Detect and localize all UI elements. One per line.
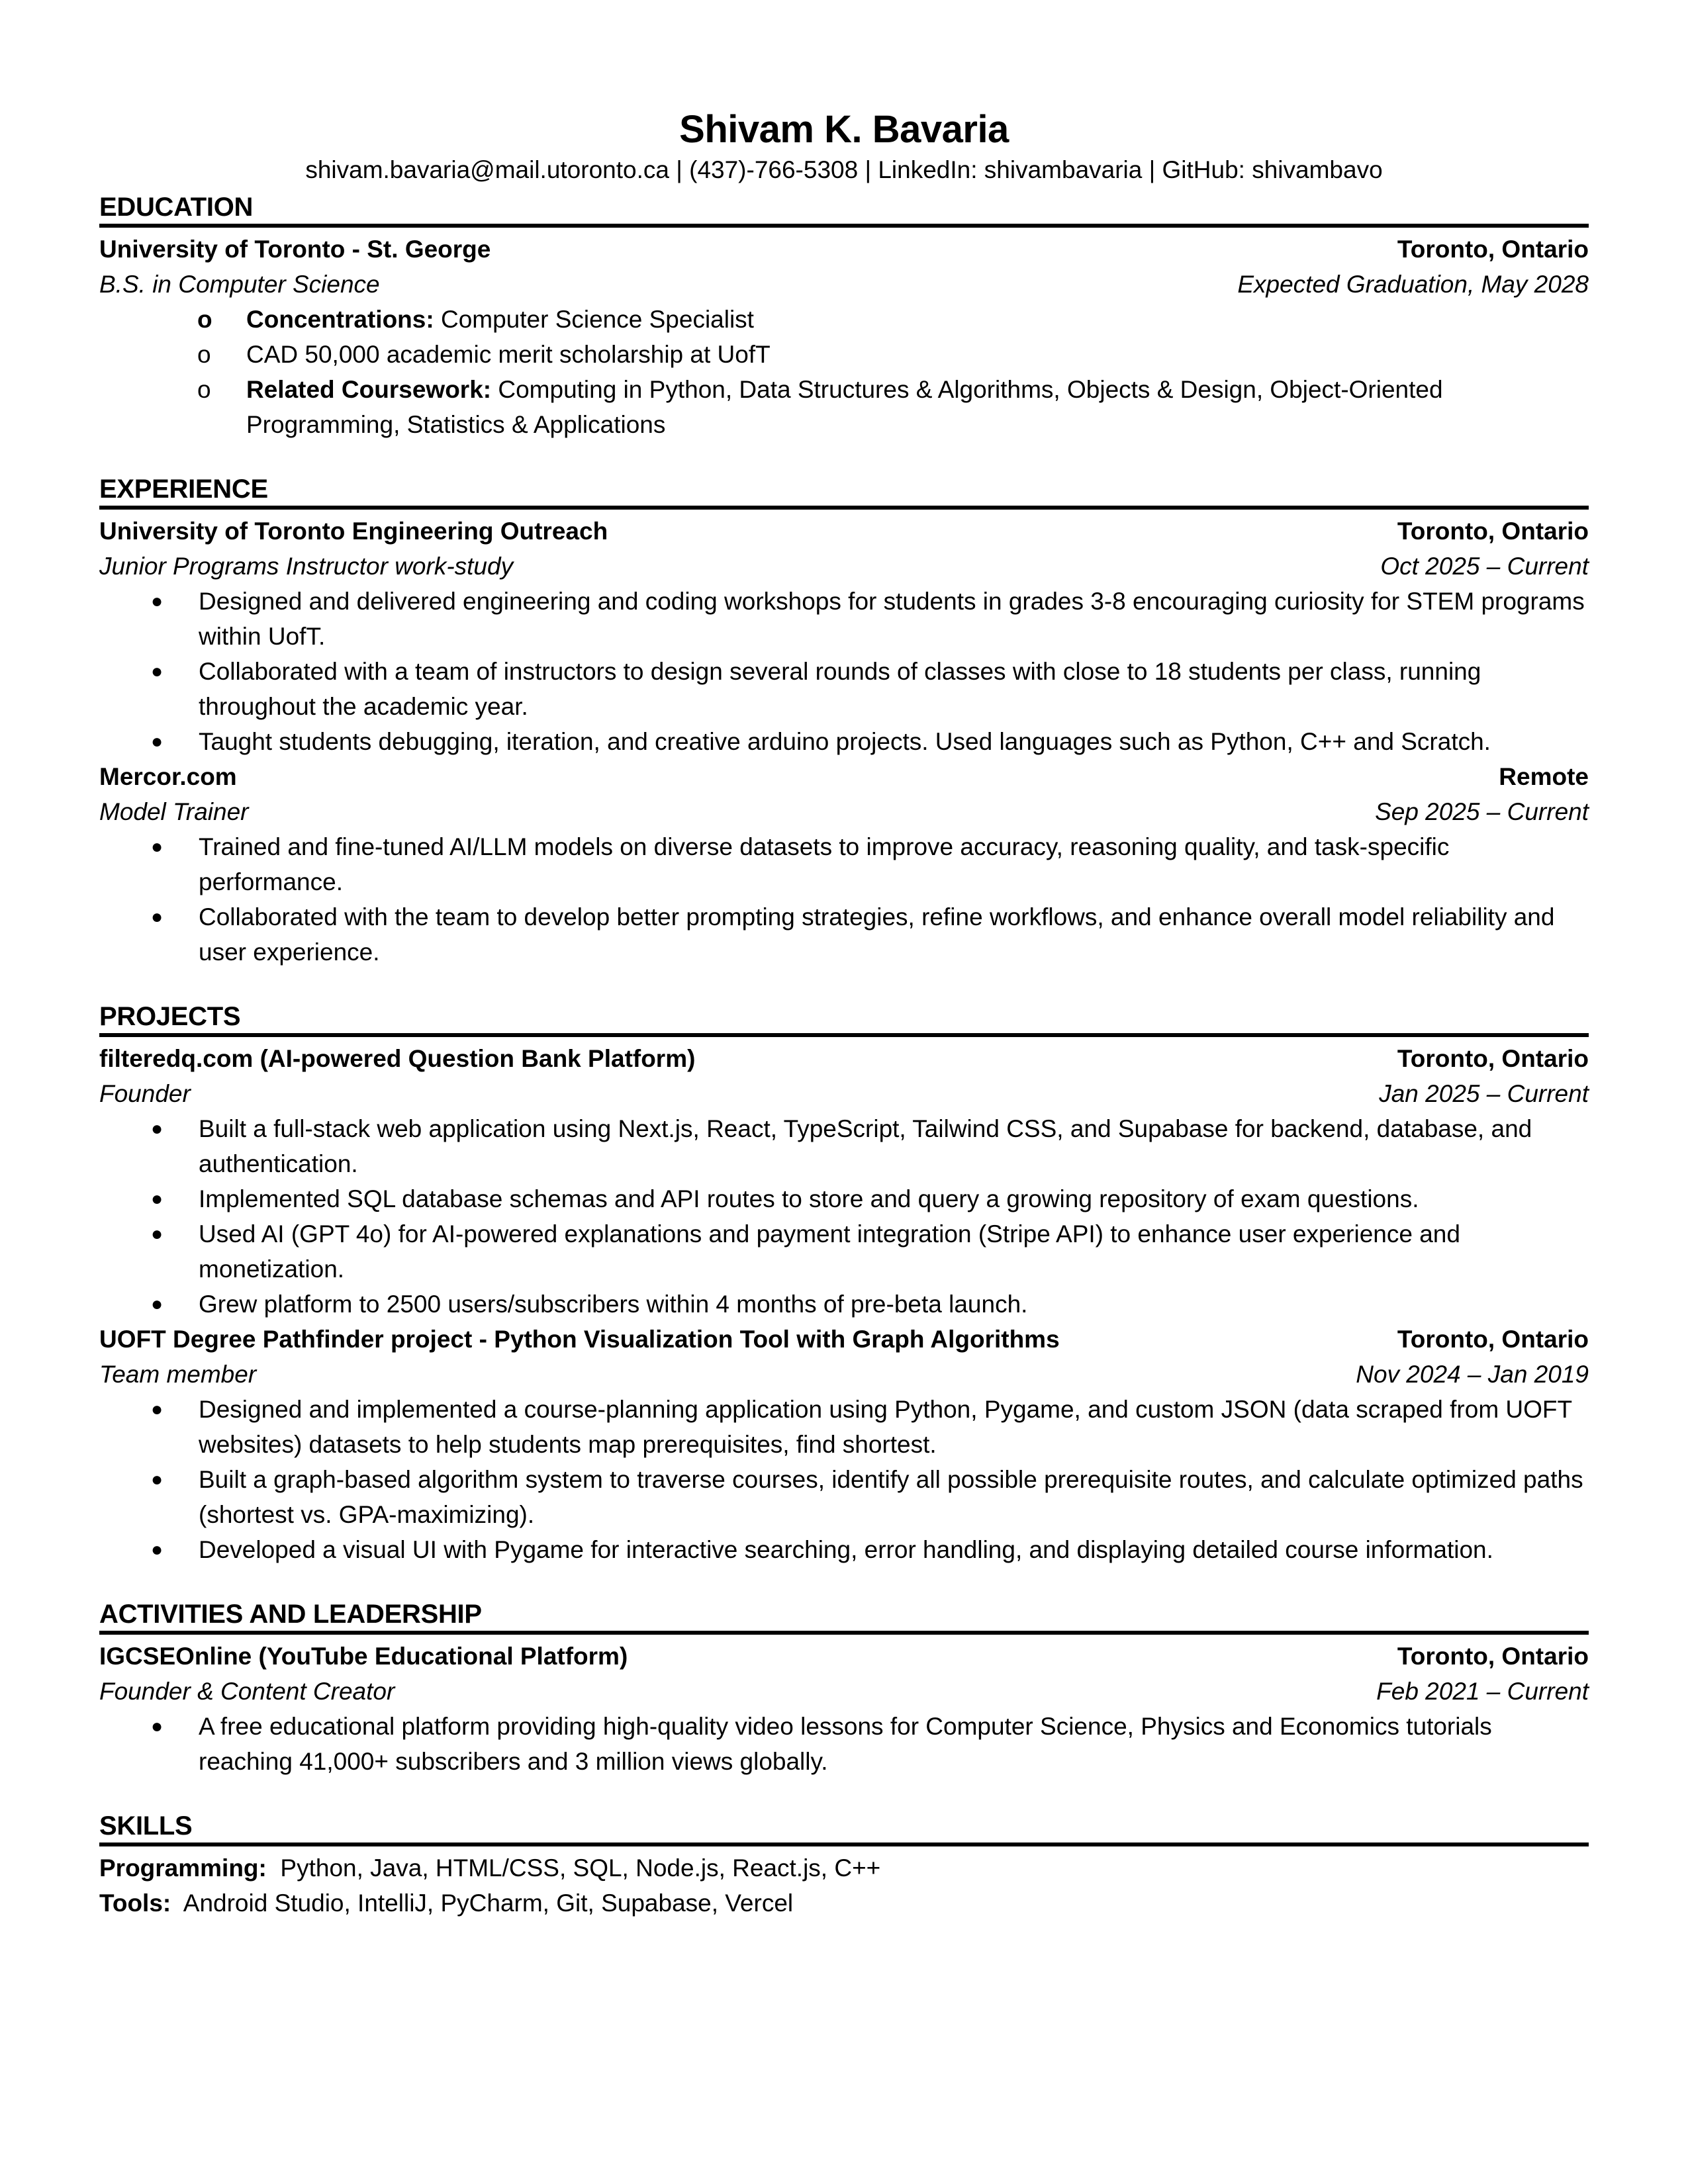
education-section	[99, 191, 1589, 442]
list-item: ● Collaborated with the team to develop better prompting strategies, refine workflows, and enhance overall model reliability and user experience.	[99, 899, 1589, 970]
location: Toronto, Ontario	[1397, 1643, 1589, 1670]
project-entry	[99, 1041, 1589, 1322]
education-detail: o Related Coursework: Computing in Python, Data Structures & Algorithms, Objects & Design, Object-Oriented Programming, Statistics & Applications	[99, 372, 1589, 442]
graduation-date: Expected Graduation, May 2028	[1237, 271, 1589, 298]
bullet-icon: ●	[151, 590, 164, 612]
location: Toronto, Ontario	[1397, 518, 1589, 545]
location: Toronto, Ontario	[1397, 1326, 1589, 1353]
activities-section	[99, 1598, 1589, 1779]
skills-section	[99, 1809, 1589, 1921]
employer: University of Toronto Engineering Outreach	[99, 518, 608, 545]
date-range: Oct 2025 – Current	[1380, 553, 1589, 580]
circle-bullet-icon: o	[197, 376, 211, 403]
contact-line: shivam.bavaria@mail.utoronto.ca | (437)-766-5308 | LinkedIn: shivambavaria | GitHub: shivambavo	[305, 156, 1383, 183]
bullet-icon: ●	[151, 1539, 164, 1561]
project-entry	[99, 1322, 1589, 1567]
list-item: ● Implemented SQL database schemas and API routes to store and query a growing repository of exam questions.	[99, 1181, 1589, 1216]
bullet-icon: ●	[151, 1223, 164, 1245]
experience-section	[99, 473, 1589, 970]
list-item: ● Collaborated with a team of instructors to design several rounds of classes with close to 18 students per class, running throughout the academic year.	[99, 654, 1589, 724]
skills-programming: Programming: Python, Java, HTML/CSS, SQL, Node.js, React.js, C++	[99, 1854, 881, 1882]
circle-bullet-icon: o	[197, 306, 212, 333]
bullet-icon: ●	[151, 906, 164, 928]
school-name: University of Toronto - St. George	[99, 236, 491, 263]
project-name: UOFT Degree Pathfinder project - Python Visualization Tool with Graph Algorithms	[99, 1326, 1060, 1353]
list-item: ● Used AI (GPT 4o) for AI-powered explanations and payment integration (Stripe API) to enhance user experience and monetization.	[99, 1216, 1589, 1287]
list-item: ● Grew platform to 2500 users/subscribers within 4 months of pre-beta launch.	[99, 1287, 1589, 1322]
education-entry	[99, 232, 1589, 442]
employer: Mercor.com	[99, 763, 237, 790]
date-range: Jan 2025 – Current	[1379, 1080, 1589, 1107]
bullet-icon: ●	[151, 1398, 164, 1420]
school-location: Toronto, Ontario	[1397, 236, 1589, 263]
activity-name: IGCSEOnline (YouTube Educational Platform)	[99, 1643, 628, 1670]
date-range: Sep 2025 – Current	[1375, 798, 1589, 825]
job-title: Model Trainer	[99, 798, 249, 825]
project-role: Founder	[99, 1080, 191, 1107]
list-item: ● Developed a visual UI with Pygame for interactive searching, error handling, and displaying detailed course information.	[99, 1532, 1589, 1567]
bullet-icon: ●	[151, 836, 164, 858]
degree: B.S. in Computer Science	[99, 271, 380, 298]
job-title: Junior Programs Instructor work-study	[99, 553, 514, 580]
section-heading-projects: PROJECTS	[99, 1000, 1589, 1037]
bullet-icon: ●	[151, 731, 164, 752]
bullet-icon: ●	[151, 1469, 164, 1490]
section-heading-experience: EXPERIENCE	[99, 473, 1589, 510]
section-heading-skills: SKILLS	[99, 1809, 1589, 1846]
list-item: ● Designed and implemented a course-planning application using Python, Pygame, and custom JSON (data scraped from UOFT websites) datasets to help students map prerequisites, find shortest.	[99, 1392, 1589, 1462]
activity-role: Founder & Content Creator	[99, 1678, 395, 1705]
section-heading-activities: ACTIVITIES AND LEADERSHIP	[99, 1598, 1589, 1635]
activity-entry	[99, 1639, 1589, 1779]
education-detail: o Concentrations: Computer Science Specialist	[99, 302, 1589, 337]
experience-entry	[99, 514, 1589, 759]
list-item: ● Built a full-stack web application using Next.js, React, TypeScript, Tailwind CSS, and Supabase for backend, database, and authentication.	[99, 1111, 1589, 1181]
resume-page	[99, 106, 1589, 1921]
skills-tools: Tools: Android Studio, IntelliJ, PyCharm, Git, Supabase, Vercel	[99, 1889, 794, 1917]
education-detail: o CAD 50,000 academic merit scholarship at UofT	[99, 337, 1589, 372]
date-range: Nov 2024 – Jan 2019	[1356, 1361, 1589, 1388]
date-range: Feb 2021 – Current	[1376, 1678, 1589, 1705]
list-item: ● A free educational platform providing high-quality video lessons for Computer Science, Physics and Economics tutorials reaching 41,000+ subscribers and 3 million views globally.	[99, 1709, 1589, 1779]
candidate-name: Shivam K. Bavaria	[679, 108, 1009, 151]
bullet-icon: ●	[151, 1715, 164, 1737]
projects-section	[99, 1000, 1589, 1567]
list-item: ● Designed and delivered engineering and coding workshops for students in grades 3-8 encouraging curiosity for STEM programs within UofT.	[99, 584, 1589, 654]
circle-bullet-icon: o	[197, 341, 211, 368]
section-heading-education: EDUCATION	[99, 191, 1589, 228]
experience-entry	[99, 759, 1589, 970]
bullet-icon: ●	[151, 1188, 164, 1210]
bullet-icon: ●	[151, 1118, 164, 1140]
bullet-icon: ●	[151, 660, 164, 682]
bullet-icon: ●	[151, 1293, 164, 1315]
project-role: Team member	[99, 1361, 257, 1388]
list-item: ● Built a graph-based algorithm system to traverse courses, identify all possible prerequisite routes, and calculate optimized paths (shortest vs. GPA-maximizing).	[99, 1462, 1589, 1532]
list-item: ● Taught students debugging, iteration, and creative arduino projects. Used languages such as Python, C++ and Scratch.	[99, 724, 1589, 759]
list-item: ● Trained and fine-tuned AI/LLM models on diverse datasets to improve accuracy, reasoning quality, and task-specific performance.	[99, 829, 1589, 899]
location: Remote	[1499, 763, 1589, 790]
project-name: filteredq.com (AI-powered Question Bank Platform)	[99, 1045, 696, 1072]
location: Toronto, Ontario	[1397, 1045, 1589, 1072]
